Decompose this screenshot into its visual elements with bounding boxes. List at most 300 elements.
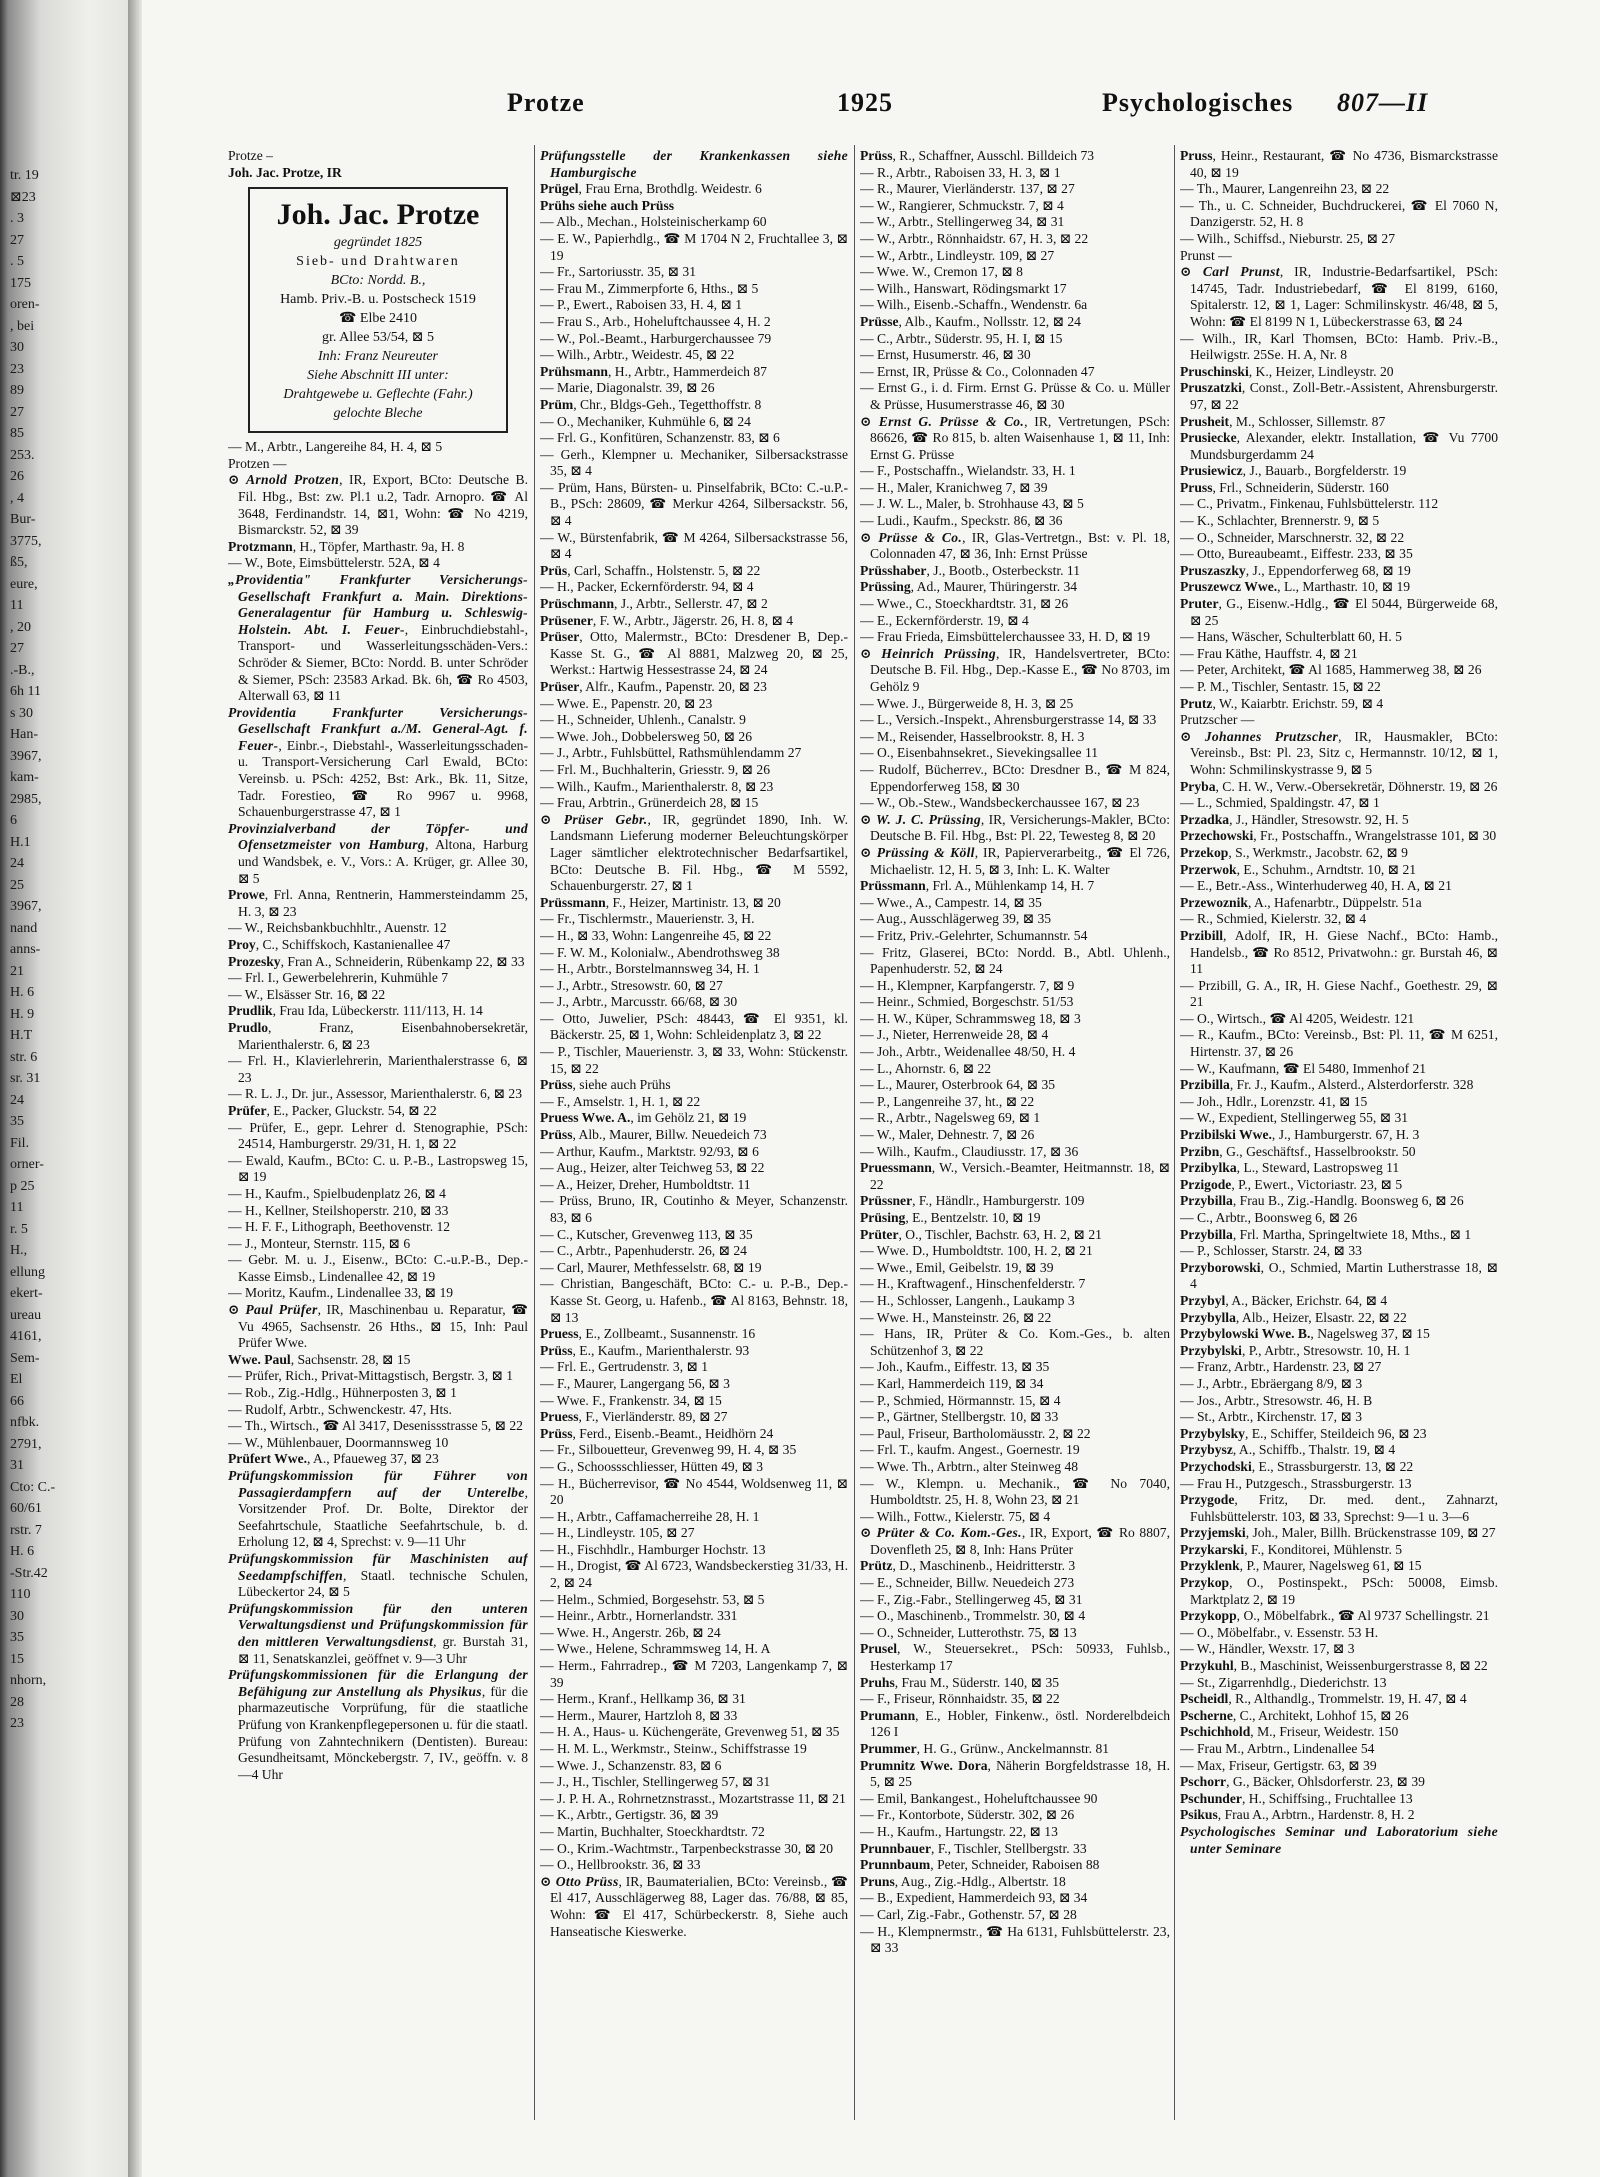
entry-name: Prüss	[540, 1425, 573, 1441]
fragment-line: 110	[10, 1587, 31, 1602]
list-item: Przadka, J., Händler, Stresowstr. 92, H. 5	[1180, 811, 1409, 827]
list-item: — O., Wirtsch., ☎ Al 4205, Weidestr. 121	[1180, 1010, 1415, 1026]
entry-name: Pruszewcz Wwe.	[1180, 579, 1278, 595]
column-4	[1180, 148, 1498, 2138]
list-item: Prunst —	[1180, 247, 1232, 263]
list-item: — Wwe. Joh., Dobbelersweg 50, ⊠ 26	[540, 728, 752, 744]
fragment-line: Cto: C.-	[10, 1479, 56, 1495]
list-item: Pscheidl, R., Althandlg., Trommelstr. 19, H. 47, ⊠ 4	[1180, 1691, 1467, 1707]
ad-trade: Sieb- und Drahtwaren	[296, 254, 460, 270]
entry-name: Prüfer	[228, 1102, 267, 1118]
list-item: — Frau S., Arb., Hoheluftchaussee 4, H. 2	[540, 313, 771, 329]
list-item: — W., Rangierer, Schmuckstr. 7, ⊠ 4	[860, 197, 1064, 213]
list-item: — J. P. H. A., Rohrnetznstrasst., Mozartstrasse 11, ⊠ 21	[540, 1790, 846, 1806]
entry-name: Prüfungskommission für Führer von Passagierdampfern auf der Unterelbe	[228, 1468, 528, 1500]
list-item: Pruszewcz Wwe., L., Marthastr. 10, ⊠ 19	[1180, 579, 1411, 595]
list-item: Prühsmann, H., Arbtr., Hammerdeich 87	[540, 363, 767, 379]
entry-name: Przibilski Wwe.	[1180, 1127, 1272, 1143]
entry-name: Przygode	[1180, 1492, 1235, 1508]
list-item: — Wilh., Eisenb.-Schaffn., Wendenstr. 6a	[860, 297, 1088, 313]
list-item	[228, 165, 528, 182]
fragment-line: sr. 31	[10, 1071, 41, 1086]
list-item: — H., Maler, Kranichweg 7, ⊠ 39	[860, 479, 1048, 495]
list-item: — Frl. I., Gewerbelehrerin, Kuhmühle 7	[228, 970, 449, 986]
list-item: — Herm., Kranf., Hellkamp 36, ⊠ 31	[540, 1691, 746, 1707]
list-item	[1180, 1824, 1498, 1857]
list-item: Przerwok, E., Schuhm., Arndtstr. 10, ⊠ 21	[1180, 861, 1417, 877]
list-item: Prüsing, E., Bentzelstr. 10, ⊠ 19	[860, 1210, 1041, 1225]
firm-name: Joh. Jac. Protze, IR	[228, 164, 342, 180]
list-item: — W., Bote, Eimsbüttelerstr. 52A, ⊠ 4	[228, 555, 440, 571]
list-item: — Frl. G., Konfitüren, Schanzenstr. 83, ⊠ 6	[540, 430, 780, 446]
entry-name: Prüsing	[860, 1210, 906, 1225]
entry-name: ⊙ Arnold Protzen	[228, 472, 340, 488]
entry-name: Pruss	[1180, 479, 1213, 495]
list-item: — O., Hellbrookstr. 36, ⊠ 33	[540, 1857, 701, 1873]
list-item: ⊙ Prüssing & Köll, IR, Papierverarbeitg., ☎ El 726, Michaelistr. 12, H. 5, ⊠ 3, Inh: L. K. Walter	[860, 844, 1170, 877]
list-item: — Rudolf, Arbtr., Schwenckestr. 47, Hts.	[228, 1401, 452, 1417]
entry-name: Przibill	[1180, 927, 1224, 943]
list-item: Prummer, H. G., Grünw., Anckelmannstr. 81	[860, 1741, 1110, 1756]
entry-name: Pruessmann	[860, 1160, 932, 1176]
entry-name: Prüfungskommission für Maschinisten auf Seedampfschiffen	[228, 1550, 528, 1583]
list-item: Protze –	[228, 148, 273, 163]
list-item: Pryba, C. H. W., Verw.-Obersekretär, Döhnerstr. 19, ⊠ 26	[1180, 778, 1498, 794]
list-item: Pschunder, H., Schiffsing., Fruchtallee 13	[1180, 1790, 1413, 1806]
entry-name: Prüssmann	[540, 894, 606, 910]
list-item: ⊙ Johannes Prutzscher, IR, Hausmakler, BCto: Vereinsb., Bst: Pl. 23, Sitz c, Hermannstr. 10/12, ⊠ 1, Wohn: Schmilinskystrasse 9, ⊠ 5	[1180, 728, 1498, 777]
entry-name: Przechowski	[1180, 828, 1254, 844]
list-item: Prusheit, M., Schlosser, Sillemstr. 87	[1180, 413, 1386, 429]
fragment-line: El	[10, 1372, 23, 1387]
list-item: — J., Arbtr., Ebräergang 8/9, ⊠ 3	[1180, 1375, 1363, 1391]
list-item: — K., Arbtr., Gertigstr. 36, ⊠ 39	[540, 1807, 719, 1823]
list-item: Prunnbaum, Peter, Schneider, Raboisen 88	[860, 1857, 1100, 1873]
entry-name: Przibylka	[1180, 1160, 1237, 1176]
list-item: — Otto, Bureaubeamt., Eiffestr. 233, ⊠ 35	[1180, 546, 1413, 562]
fragment-line: 35	[10, 1114, 24, 1129]
entry-name: Prüsener	[540, 612, 593, 628]
entry-name: Prowe	[228, 887, 265, 903]
entry-name: Prudlo	[228, 1019, 269, 1035]
list-item: — A., Heizer, Dreher, Humboldtstr. 11	[540, 1176, 751, 1192]
list-item: Providentia Frankfurter Versicherungs-Gesellschaft Frankfurt a./M. General-Agt. f. Feuer-, Einbr.-, Diebstahl-, Wasserleitungsschaden- u. Transport-Versicherung Carl Ewald, BCto: Vereinsb. u. PSch: 4252, Bst: Ark., Bk. 11, Sitze, Tadr. Forestieo, ☎ Ro 9967 u. 9968, Schauenburgerstrasse 47, ⊠ 1	[228, 704, 528, 820]
list-item: Pruss, Heinr., Restaurant, ☎ No 4736, Bismarckstrasse 40, ⊠ 19	[1180, 148, 1498, 180]
list-item: — Peter, Architekt, ☎ Al 1685, Hammerweg 38, ⊠ 26	[1180, 662, 1482, 678]
entry-name: Przewoznik	[1180, 894, 1248, 910]
entry-name: Przybysz	[1180, 1442, 1233, 1458]
entry-name: Przybylla	[1180, 1309, 1236, 1325]
fragment-line: 26	[10, 469, 24, 484]
list-item: — P., Ewert., Raboisen 33, H. 4, ⊠ 1	[540, 297, 743, 313]
entry-name: Przybylowski Wwe. B.	[1180, 1326, 1311, 1342]
entry-name: ⊙ Ernst G. Prüsse & Co.	[860, 413, 1025, 429]
list-item: Prüssing, Ad., Maurer, Thüringerstr. 34	[860, 579, 1078, 595]
list-item: Przybylski, P., Arbtr., Stresowstr. 10, H. 1	[1180, 1342, 1411, 1358]
book-gutter	[128, 0, 142, 2177]
list-item: — Frl. E., Gertrudenstr. 3, ⊠ 1	[540, 1359, 709, 1375]
list-item: — M., Arbtr., Langereihe 84, H. 4, ⊠ 5	[228, 439, 443, 455]
fragment-line: 27	[10, 404, 24, 420]
list-item: ⊙ Arnold Protzen, IR, Export, BCto: Deutsche B. Fil. Hbg., Bst: zw. Pl.1 u.2, Tadr. Arnopro. ☎ Al 3648, Ferdinandstr. 14, ⊠1, Wohn: ☎ No 4219, Bismarckstr. 52, ⊠ 39	[228, 472, 528, 538]
list-item: — Emil, Bankangest., Hoheluftchaussee 90	[860, 1790, 1098, 1806]
list-item: — Arthur, Kaufm., Marktstr. 92/93, ⊠ 6	[540, 1143, 759, 1159]
list-item: — C., Arbtr., Süderstr. 95, H. I, ⊠ 15	[860, 330, 1063, 346]
entry-name: Przybilla	[1180, 1226, 1233, 1242]
list-item: — H. W., Küper, Schrammsweg 18, ⊠ 3	[860, 1010, 1081, 1026]
column-1	[228, 148, 528, 2138]
list-item: Pruss, Frl., Schneiderin, Süderstr. 160	[1180, 479, 1389, 495]
list-item: — W., Ob.-Stew., Wandsbeckerchaussee 167, ⊠ 23	[860, 795, 1140, 811]
list-item: — H., Schlosser, Langenh., Laukamp 3	[860, 1292, 1075, 1308]
list-item: Pruschinski, K., Heizer, Lindleystr. 20	[1180, 363, 1394, 379]
entry-name: Przychodski	[1180, 1458, 1252, 1474]
fragment-line: eure,	[10, 576, 38, 592]
list-item: Proy, C., Schiffskoch, Kastanienallee 47	[228, 937, 451, 952]
entry-name: Prüfert Wwe.	[228, 1451, 308, 1467]
fragment-line: , 4	[10, 490, 24, 506]
list-item: — P., Gärtner, Stellbergstr. 10, ⊠ 33	[860, 1409, 1059, 1425]
list-item: Prüfert Wwe., A., Pfaueweg 37, ⊠ 23	[228, 1451, 439, 1467]
list-item: — Th., Maurer, Langenreihn 23, ⊠ 22	[1180, 181, 1390, 197]
list-item: Prutz, W., Kaiarbtr. Erichstr. 59, ⊠ 4	[1180, 695, 1384, 711]
list-item: — Marie, Diagonalstr. 39, ⊠ 26	[540, 380, 715, 396]
entry-list	[1180, 148, 1498, 1857]
list-item: Prutzscher —	[1180, 712, 1255, 728]
list-item: — W., Klempn. u. Mechanik., ☎ No 7040, Humboldtstr. 25, H. 8, Wohn 23, ⊠ 21	[860, 1475, 1170, 1508]
list-item: Prusel, W., Steuersekret., PSch: 50933, Fuhlsb., Hesterkamp 17	[860, 1641, 1170, 1674]
list-item: — F., Maurer, Langergang 56, ⊠ 3	[540, 1375, 730, 1391]
entry-name: Prüschmann	[540, 596, 615, 612]
list-item: — Fr., Silbouetteur, Grevenweg 99, H. 4, ⊠ 35	[540, 1442, 797, 1458]
list-item: — Przibill, G. A., IR, H. Giese Nachf., Goethestr. 29, ⊠ 21	[1180, 977, 1498, 1010]
fragment-line: orner-	[10, 1157, 44, 1172]
list-item: Przyborowski, O., Schmied, Martin Lutherstrasse 18, ⊠ 4	[1180, 1259, 1498, 1292]
list-item: — R. L. J., Dr. jur., Assessor, Marienthalerstr. 6, ⊠ 23	[228, 1086, 523, 1102]
fragment-line: 30	[10, 1608, 24, 1624]
list-item: Przybysz, A., Schiffb., Thalstr. 19, ⊠ 4	[1180, 1442, 1396, 1458]
list-item: Prüss, R., Schaffner, Ausschl. Billdeich 73	[860, 148, 1095, 163]
list-item: — P., Tischler, Mauerienstr. 3, ⊠ 33, Wohn: Stückenstr. 15, ⊠ 22	[540, 1044, 848, 1076]
list-item: — Rudolf, Bücherrev., BCto: Dresdner B., ☎ M 824, Eppendorferweg 158, ⊠ 30	[860, 761, 1170, 794]
list-item: — H. M. L., Werkmstr., Steinw., Schiffstrasse 19	[540, 1741, 807, 1756]
list-item: — W., Expedient, Stellingerweg 55, ⊠ 31	[1180, 1110, 1409, 1126]
list-item: — J., H., Tischler, Stellingerweg 57, ⊠ 31	[540, 1774, 771, 1790]
fragment-line: 11	[10, 598, 24, 613]
entry-name: Prutz	[1180, 695, 1213, 711]
list-item: — Heinr., Schmied, Borgeschstr. 51/53	[860, 994, 1074, 1010]
list-item: Przibilla, Fr. J., Kaufm., Alsterd., Alsterdorferstr. 328	[1180, 1077, 1474, 1093]
entry-name: Prumann	[860, 1707, 916, 1723]
list-item: Protzen —	[228, 455, 287, 471]
list-item: — J., Nieter, Herrenweide 28, ⊠ 4	[860, 1027, 1049, 1043]
list-item: Prüser, Otto, Malermstr., BCto: Dresdener B, Dep.-Kasse St. G., ☎ Al 8881, Malzweg 20, ⊠ 25, Werkst.: Hartwig Hessestrasse 24, ⊠ 24	[540, 629, 848, 678]
fragment-line: 175	[10, 275, 31, 291]
entry-name: Prüser	[540, 679, 580, 694]
fragment-line: , 20	[10, 619, 31, 635]
list-item: — Frl. H., Klavierlehrerin, Marienthalerstrasse 6, ⊠ 23	[228, 1053, 528, 1085]
list-item: — R., Arbtr., Raboisen 33, H. 3, ⊠ 1	[860, 164, 1061, 180]
list-item: Pschorr, G., Bäcker, Ohlsdorferstr. 23, ⊠ 39	[1180, 1774, 1425, 1790]
list-item: — L., Maurer, Osterbrook 64, ⊠ 35	[860, 1077, 1056, 1093]
list-item: Prüfer, E., Packer, Gluckstr. 54, ⊠ 22	[228, 1102, 437, 1118]
entry-name: ⊙ Carl Prunst	[1180, 264, 1280, 280]
list-item: — H., Packer, Eckernförderstr. 94, ⊠ 4	[540, 579, 754, 595]
fragment-line: oren-	[10, 297, 40, 312]
list-item: Prütz, D., Maschinenb., Heidritterstr. 3	[860, 1558, 1076, 1574]
list-item: Przybilla, Frau B., Zig.-Handlg. Boonsweg 6, ⊠ 26	[1180, 1193, 1464, 1209]
fragment-line: 4161,	[10, 1329, 42, 1344]
list-item: ⊙ Heinrich Prüssing, IR, Handelsvertreter, BCto: Deutsche B. Fil. Hbg., Dep.-Kasse E., ☎ No 8703, im Gehölz 9	[860, 645, 1170, 694]
fragment-line: 85	[10, 426, 24, 441]
list-item: — Aug., Heizer, alter Teichweg 53, ⊠ 22	[540, 1160, 765, 1176]
fragment-line: H. 9	[10, 1006, 35, 1022]
list-item: — Th., u. C. Schneider, Buchdruckerei, ☎ El 7060 N, Danzigerstr. 52, H. 8	[1180, 197, 1498, 230]
list-item: Prüser, Alfr., Kaufm., Papenstr. 20, ⊠ 23	[540, 679, 767, 694]
list-item: — C., Arbtr., Papenhuderstr. 26, ⊠ 24	[540, 1243, 747, 1259]
entry-name: Prunnbauer	[860, 1840, 932, 1856]
list-item: Prüss, E., Kaufm., Marienthalerstr. 93	[540, 1342, 750, 1358]
entry-name: ⊙ Prüter & Co. Kom.-Ges.	[860, 1525, 1022, 1541]
entry-name: Prüfungskommission für den unteren Verwaltungsdienst und Prüfungskommission für den mittleren Verwaltungsdienst	[228, 1600, 528, 1649]
list-item: Prüssmann, Frl. A., Mühlenkamp 14, H. 7	[860, 878, 1095, 894]
entry-name: Providentia Frankfurter Versicherungs-Gesellschaft Frankfurt a./M. General-Agt. f. Feuer-	[228, 704, 528, 753]
fragment-line: nand	[10, 920, 38, 936]
fragment-line: 6h 11	[10, 684, 41, 699]
entry-name: Przybilla	[1180, 1193, 1233, 1209]
list-item: — Wwe. E., Papenstr. 20, ⊠ 23	[540, 695, 713, 711]
fragment-line: nfbk.	[10, 1415, 40, 1430]
list-item: Prüter, O., Tischler, Bachstr. 63, H. 2, ⊠ 21	[860, 1226, 1102, 1242]
entry-name: ⊙ Prüssing & Köll	[860, 844, 975, 860]
list-item: Przykop, O., Postinspekt., PSch: 50008, Eimsb. Marktplatz 2, ⊠ 19	[1180, 1575, 1498, 1607]
entry-name: Prüfungskommissionen für die Erlangung der Befähigung zur Anstellung als Physikus	[228, 1667, 528, 1699]
entry-name: Prüss	[540, 1127, 573, 1143]
entry-name: Prüter	[860, 1226, 899, 1242]
list-item: — J., Arbtr., Marcusstr. 66/68, ⊠ 30	[540, 994, 738, 1010]
list-item: — Th., Wirtsch., ☎ Al 3417, Desenissstrasse 5, ⊠ 22	[228, 1418, 523, 1434]
entry-name: Pruszaszky	[1180, 562, 1246, 578]
list-item: Prumann, E., Hobler, Finkenw., östl. Norderelbdeich 126 I	[860, 1707, 1170, 1740]
list-item: — W., Arbtr., Lindleystr. 109, ⊠ 27	[860, 247, 1055, 263]
list-item: Przibilski Wwe., J., Hamburgerstr. 67, H. 3	[1180, 1127, 1420, 1143]
entry-name: ⊙ W. J. C. Prüssing	[860, 811, 981, 827]
list-item: Prügel, Frau Erna, Brothdlg. Weidestr. 6	[540, 181, 762, 197]
list-item: — F., Friseur, Rönnhaidstr. 35, ⊠ 22	[860, 1691, 1060, 1707]
list-item: — Fr., Kontorbote, Süderstr. 302, ⊠ 26	[860, 1807, 1075, 1823]
list-item: — Wilh., Fottw., Kielerstr. 75, ⊠ 4	[860, 1508, 1051, 1524]
list-item: Prüssmann, F., Heizer, Martinistr. 13, ⊠ 20	[540, 894, 781, 910]
fragment-line: 27	[10, 232, 24, 248]
fragment-line: 3967,	[10, 748, 42, 764]
entry-name: ⊙ Otto Prüss	[540, 1873, 619, 1889]
list-item: — H., Klempnermstr., ☎ Ha 6131, Fuhlsbüttelerstr. 23, ⊠ 33	[860, 1923, 1170, 1956]
entry-name: Prühs siehe auch Prüss	[540, 197, 675, 213]
list-item: — H., Arbtr., Borstelmannsweg 34, H. 1	[540, 961, 760, 977]
fragment-line: . 5	[10, 254, 24, 269]
list-item: — Wilh., Kaufm., Claudiusstr. 17, ⊠ 36	[860, 1143, 1079, 1159]
entry-list	[860, 148, 1170, 1957]
entry-name: Przykarski	[1180, 1541, 1245, 1557]
fragment-line: ellung	[10, 1264, 45, 1280]
list-item: Przykopp, O., Möbelfabrk., ☎ Al 9737 Schellingstr. 21	[1180, 1608, 1490, 1624]
list-item: — Wilh., Kaufm., Marienthalerstr. 8, ⊠ 23	[540, 778, 774, 794]
list-item: — O., Krim.-Wachtmstr., Tarpenbeckstrasse 30, ⊠ 20	[540, 1840, 833, 1856]
entry-name: Prudlik	[228, 1003, 273, 1019]
list-item: ⊙ W. J. C. Prüssing, IR, Versicherungs-Makler, BCto: Deutsche B. Fil. Hbg., Bst: Pl. 22, Tewesteg 8, ⊠ 20	[860, 811, 1170, 844]
list-item: — H., Drogist, ☎ Al 6723, Wandsbeckerstieg 31/33, H. 2, ⊠ 24	[540, 1558, 848, 1591]
list-item: — H. A., Haus- u. Küchengeräte, Grevenweg 51, ⊠ 35	[540, 1724, 840, 1740]
fragment-line: 23	[10, 1716, 24, 1731]
list-item: — Frau, Arbtrin., Grünerdeich 28, ⊠ 15	[540, 795, 759, 811]
entry-name: ⊙ Heinrich Prüssing	[860, 645, 997, 661]
entry-name: ⊙ Prüsse & Co.	[860, 529, 963, 545]
entry-name: Psychologisches Seminar und Laboratorium siehe unter Seminare	[1180, 1823, 1498, 1856]
list-item: — W., Arbtr., Stellingerweg 34, ⊠ 31	[860, 214, 1065, 230]
entry-name: ⊙ Prüser Gebr.	[540, 811, 648, 827]
fragment-line: 89	[10, 383, 24, 398]
list-item: Prüfungskommission für Maschinisten auf Seedampfschiffen, Staatl. technische Schulen, Lübeckertor 24, ⊠ 5	[228, 1550, 528, 1600]
page-header	[222, 88, 1532, 122]
entry-name: Prüsse	[860, 313, 899, 329]
list-item: — E., Betr.-Ass., Winterhuderweg 40, H. A, ⊠ 21	[1180, 878, 1452, 894]
list-item: — C., Arbtr., Boonsweg 6, ⊠ 26	[1180, 1210, 1358, 1225]
fragment-line: anns-	[10, 942, 41, 957]
fragment-line: 6	[10, 813, 17, 828]
entry-name: Przybylski	[1180, 1342, 1242, 1358]
list-item: — Ewald, Kaufm., BCto: C. u. P.-B., Lastropsweg 15, ⊠ 19	[228, 1152, 528, 1185]
list-item: — F., Zig.-Fabr., Stellingerweg 45, ⊠ 31	[860, 1591, 1083, 1607]
list-item: — Wwe. J., Schanzenstr. 83, ⊠ 6	[540, 1757, 722, 1773]
list-item: — W., Händler, Wexstr. 17, ⊠ 3	[1180, 1641, 1355, 1657]
fragment-line: p 25	[10, 1178, 35, 1194]
list-item: — Frau M., Zimmerpforte 6, Hths., ⊠ 5	[540, 280, 759, 296]
list-item: — Franz, Arbtr., Hardenstr. 23, ⊠ 27	[1180, 1359, 1382, 1375]
list-item: Przyjemski, Joh., Maler, Billh. Brückenstrasse 109, ⊠ 27	[1180, 1525, 1496, 1541]
list-item: — P., Schlosser, Starstr. 24, ⊠ 33	[1180, 1243, 1362, 1259]
fragment-line: ureau	[10, 1307, 42, 1323]
header-year: 1925	[837, 88, 893, 117]
list-item: — W., Bürstenfabrik, ☎ M 4264, Silbersackstrasse 56, ⊠ 4	[540, 529, 848, 562]
ad-bank: BCto: Nordd. B.,	[330, 273, 426, 289]
entry-name: Prüfungsstelle der Krankenkassen siehe Hamburgische	[540, 148, 848, 180]
ad-owner: Inh: Franz Neureuter	[317, 349, 439, 365]
ad-phone: ☎ Elbe 2410	[338, 311, 418, 327]
entry-name: Prusheit	[1180, 413, 1230, 429]
entry-name: Prummer	[860, 1741, 917, 1756]
list-item: — Ludi., Kaufm., Speckstr. 86, ⊠ 36	[860, 513, 1063, 529]
entry-name: Prusiecke	[1180, 430, 1237, 446]
list-item: — R., Kaufm., BCto: Vereinsb., Bst: Pl. 11, ☎ M 6251, Hirtenstr. 37, ⊠ 26	[1180, 1027, 1498, 1060]
fragment-line: kam-	[10, 770, 39, 785]
entry-name: Przigode	[1180, 1176, 1232, 1192]
ad-founded: gegründet 1825	[333, 235, 423, 251]
entry-name: Prüsshaber	[860, 562, 927, 578]
entry-name: Pscheidl	[1180, 1691, 1229, 1707]
fragment-line: rstr. 7	[10, 1522, 42, 1538]
list-item: — Frau H., Putzgesch., Strassburgerstr. 13	[1180, 1475, 1412, 1491]
list-item: — Wwe. F., Frankenstr. 34, ⊠ 15	[540, 1392, 722, 1408]
entry-list	[540, 148, 848, 1940]
list-item: — Fr., Sartoriusstr. 35, ⊠ 31	[540, 264, 697, 280]
list-item: Przybyl, A., Bäcker, Erichstr. 64, ⊠ 4	[1180, 1292, 1388, 1308]
list-item: — Fritz, Glaserei, BCto: Nordd. B., Abtl. Uhlenh., Papenhuderstr. 52, ⊠ 24	[860, 944, 1170, 977]
list-item: — Wilh., Hanswart, Rödingsmarkt 17	[860, 280, 1067, 296]
list-item: — Alb., Mechan., Holsteinischerkamp 60	[540, 214, 767, 230]
entry-name: Pruess	[540, 1409, 579, 1425]
fragment-line: 3967,	[10, 899, 42, 914]
list-item: Przewoznik, A., Hafenarbtr., Düppelstr. 51a	[1180, 894, 1422, 910]
list-item: — H., Arbtr., Caffamacherreihe 28, H. 1	[540, 1508, 760, 1524]
entry-name: Prozesky	[228, 953, 281, 969]
fragment-line: s 30	[10, 705, 33, 721]
list-item: — W., Mühlenbauer, Doormannsweg 10	[228, 1434, 449, 1450]
list-item: — R., Arbtr., Nagelsweg 69, ⊠ 1	[860, 1110, 1041, 1126]
list-item: — H., Klempner, Karpfangerstr. 7, ⊠ 9	[860, 977, 1075, 993]
entry-name: Pschunder	[1180, 1790, 1242, 1806]
fragment-line: 3775,	[10, 533, 42, 549]
list-item: — Gerh., Klempner u. Mechaniker, Silbersackstrasse 35, ⊠ 4	[540, 446, 848, 479]
list-item: Pruns, Aug., Zig.-Hdlg., Albertstr. 18	[860, 1873, 1066, 1889]
entry-name: Prüser	[540, 629, 580, 645]
entry-name: Pruess Wwe. A.	[540, 1110, 631, 1126]
fragment-line: 30	[10, 340, 24, 355]
list-item: — W., Reichsbankbuchhltr., Auenstr. 12	[228, 920, 447, 936]
entry-name: ⊙ Johannes Prutzscher	[1180, 728, 1339, 744]
entry-name: Pruter	[1180, 596, 1219, 612]
list-item: — Frau Käthe, Hauffstr. 4, ⊠ 21	[1180, 645, 1358, 661]
entry-name: Provinzialverband der Töpfer- und Ofensetzmeister von Hamburg	[228, 820, 528, 853]
list-item: — Moritz, Kaufm., Lindenallee 33, ⊠ 19	[228, 1285, 454, 1301]
entry-name: Prüssner	[860, 1193, 913, 1209]
column-3	[860, 148, 1170, 2138]
list-item: — Wwe., A., Campestr. 14, ⊠ 35	[860, 894, 1042, 910]
list-item: — L., Versich.-Inspekt., Ahrensburgerstrasse 14, ⊠ 33	[860, 712, 1157, 728]
entry-name: Przekop	[1180, 844, 1229, 860]
header-last-name: Psychologisches	[1102, 88, 1294, 117]
fragment-line: H.1	[10, 834, 31, 850]
list-item: Przigode, P., Ewert., Victoriastr. 23, ⊠ 5	[1180, 1176, 1403, 1192]
list-item: Pruszaszky, J., Eppendorferweg 68, ⊠ 19	[1180, 562, 1411, 578]
entry-name: Przyklenk	[1180, 1558, 1240, 1574]
list-item: — Carl, Maurer, Methfesselstr. 68, ⊠ 19	[540, 1259, 762, 1275]
list-item: — W., Elsässer Str. 16, ⊠ 22	[228, 986, 386, 1002]
entry-name: Pschorr	[1180, 1774, 1227, 1790]
fragment-line: . 3	[10, 211, 24, 226]
fragment-line: ekert-	[10, 1286, 43, 1301]
list-item: — Max, Friseur, Gertigstr. 63, ⊠ 39	[1180, 1757, 1377, 1773]
fragment-line: ⊠23	[10, 189, 36, 205]
list-item: — Ernst, Husumerstr. 46, ⊠ 30	[860, 347, 1031, 363]
list-item: — H., Kaufm., Hartungstr. 22, ⊠ 13	[860, 1823, 1058, 1839]
fragment-line: 35	[10, 1630, 24, 1645]
entry-name: Pruess	[540, 1326, 579, 1342]
entry-name: Wwe. Paul	[228, 1351, 291, 1367]
list-item: Przybylsky, E., Schiffer, Steildeich 96, ⊠ 23	[1180, 1425, 1427, 1441]
list-item: — Frl. T., kaufm. Angest., Goernestr. 19	[860, 1442, 1080, 1458]
entry-name: Prumnitz Wwe. Dora	[860, 1757, 988, 1773]
fragment-line: H. 6	[10, 1544, 35, 1559]
entry-name: Psikus	[1180, 1807, 1218, 1823]
list-item: Pschichhold, M., Friseur, Weidestr. 150	[1180, 1724, 1399, 1740]
entry-name: Prüssmann	[860, 878, 926, 894]
entry-name: „Providentia" Frankfurter Versicherungs-Gesellschaft Frankfurt a. Main. Direktions-Generalagentur für Hamburg u. Schleswig-Holstein. Abt. I. Feuer-	[228, 571, 528, 637]
entry-name: Prühsmann	[540, 363, 608, 379]
entry-name: Prusiewicz	[1180, 463, 1243, 479]
fragment-line: tr. 19	[10, 168, 39, 183]
list-item: ⊙ Prüsse & Co., IR, Glas-Vertretgn., Bst: v. Pl. 18, Colonnaden 47, ⊠ 36, Inh: Ernst Prüsse	[860, 529, 1170, 562]
list-item: Prusiecke, Alexander, elektr. Installation, ☎ Vu 7700 Mundsburgerdamm 24	[1180, 430, 1498, 462]
